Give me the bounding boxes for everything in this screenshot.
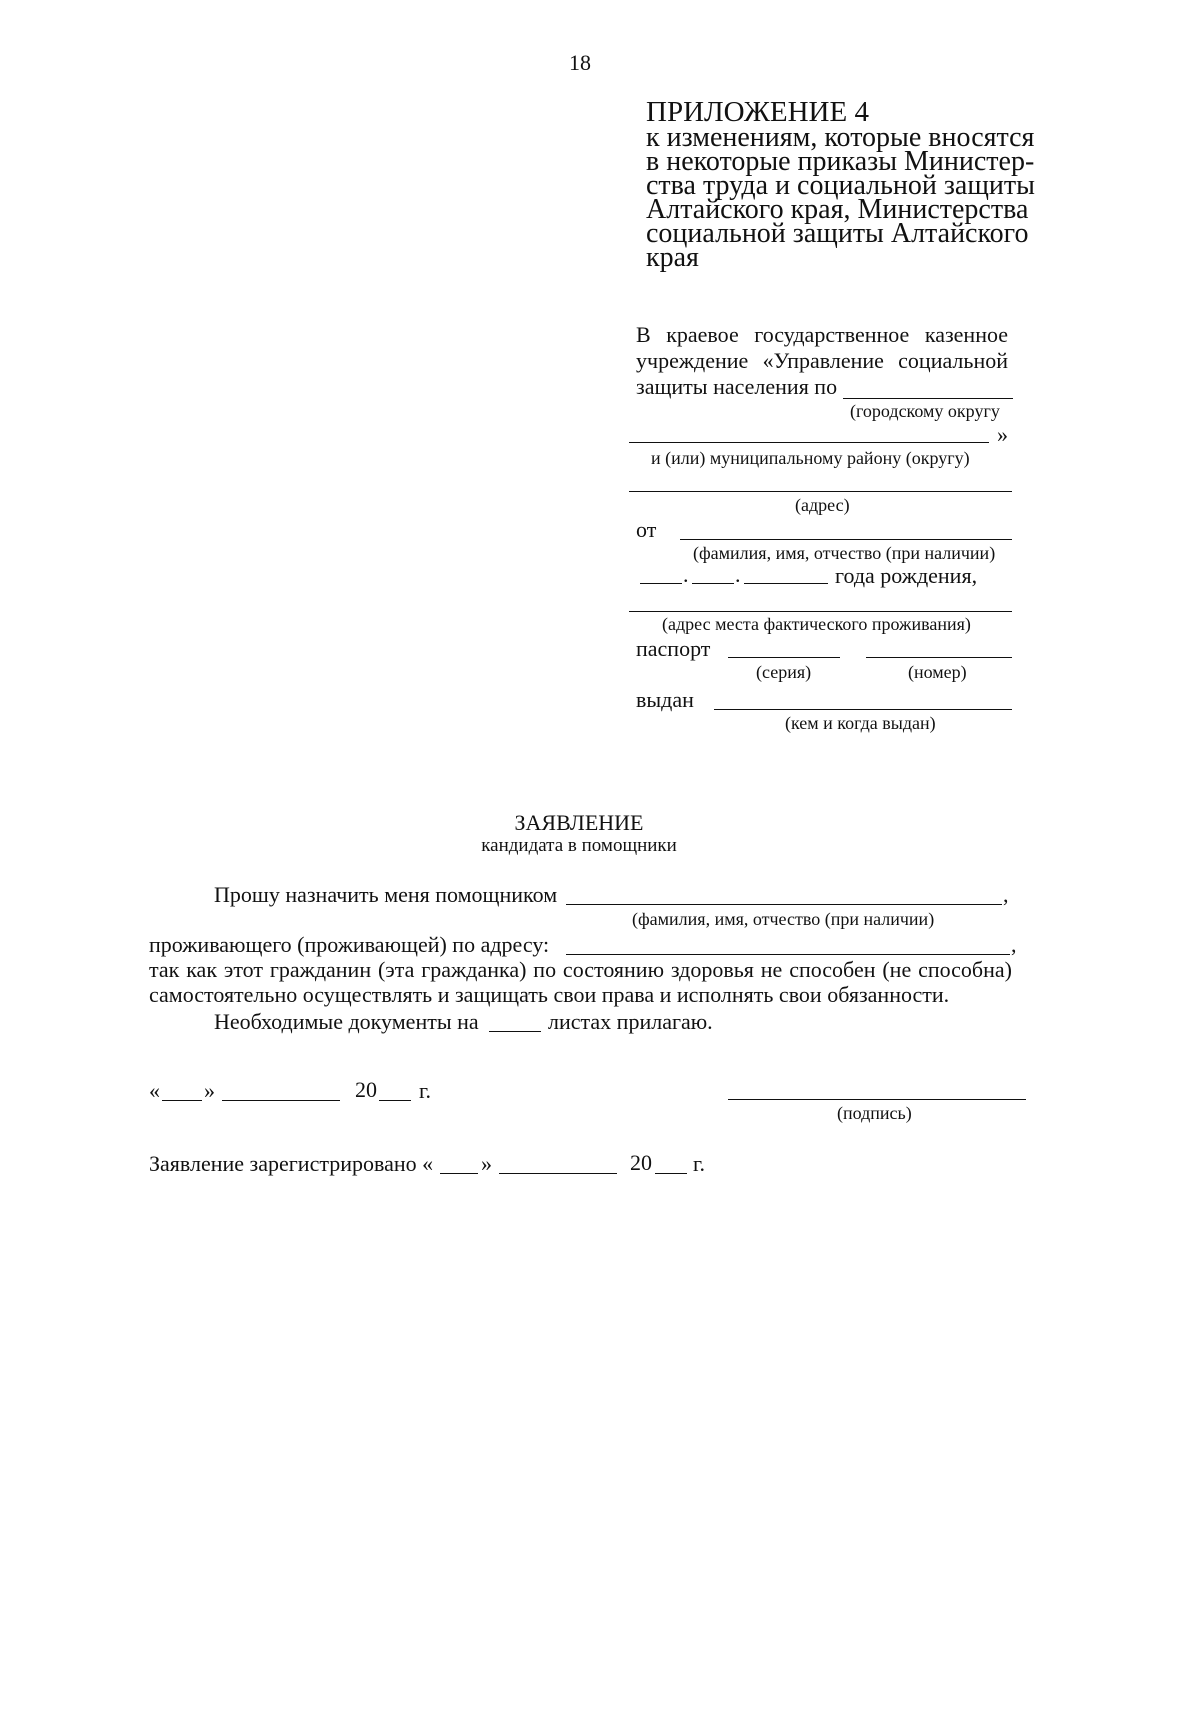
date-close-quote: »	[204, 1078, 215, 1103]
appendix-line-5: социальной защиты Алтайского	[646, 218, 1029, 249]
sheets-count-field[interactable]	[489, 1031, 541, 1032]
ward-address-field[interactable]	[566, 954, 1010, 955]
appendix-line-2: в некоторые приказы Министер-	[646, 146, 1035, 177]
address-field[interactable]	[629, 491, 1012, 492]
appendix-line-1: к изменениям, которые вносятся	[646, 122, 1035, 153]
registration-close-quote: »	[481, 1151, 492, 1176]
appendix-title: ПРИЛОЖЕНИЕ 4	[646, 96, 869, 128]
appendix-line-4: Алтайского края, Министерства	[646, 194, 1029, 225]
closing-quote: »	[997, 422, 1008, 447]
hint-address: (адрес)	[795, 495, 850, 515]
hint-fio: (фамилия, имя, отчество (при наличии)	[693, 543, 996, 563]
because-text: так как этот гражданин (эта гражданка) по состоянию здоровья не способен (не способна)	[149, 957, 1012, 982]
issued-label: выдан	[636, 687, 694, 712]
birth-year-field[interactable]	[744, 583, 828, 584]
addressee-line-3: защиты населения по	[636, 374, 838, 399]
statement-subtitle: кандидата в помощники	[481, 835, 677, 856]
appendix-line-6: края	[646, 242, 699, 273]
page-number: 18	[569, 50, 591, 75]
docs-text-1: Необходимые документы на	[214, 1009, 479, 1034]
hint-ward-fio: (фамилия, имя, отчество (при наличии)	[632, 909, 935, 929]
signature-field[interactable]	[728, 1099, 1026, 1100]
addressee-line-1: В краевое государственное казенное	[636, 322, 1008, 347]
birth-month-field[interactable]	[692, 583, 734, 584]
addressee-line-2: учреждение «Управление социальной	[636, 348, 1008, 373]
hint-residence: (адрес места фактического проживания)	[662, 614, 971, 634]
comma: ,	[1011, 932, 1017, 957]
date-year-suffix: г.	[419, 1078, 432, 1103]
statement-title: ЗАЯВЛЕНИЕ	[514, 810, 644, 835]
date-year-prefix: 20	[355, 1077, 377, 1102]
comma: ,	[1003, 882, 1009, 907]
residence-address-field[interactable]	[629, 611, 1012, 612]
request-text: Прошу назначить меня помощником	[214, 882, 558, 907]
date-day-field[interactable]	[162, 1100, 202, 1101]
registration-year-prefix: 20	[630, 1150, 652, 1175]
from-label: от	[636, 517, 657, 542]
registration-year-field[interactable]	[655, 1173, 687, 1174]
municipal-district-field[interactable]	[629, 442, 989, 443]
passport-label: паспорт	[636, 636, 711, 661]
residing-text: проживающего (проживающей) по адресу:	[149, 932, 550, 957]
docs-text-2: листах прилагаю.	[548, 1009, 713, 1034]
ward-fio-field[interactable]	[566, 904, 1002, 905]
date-year-field[interactable]	[379, 1100, 411, 1101]
independent-text: самостоятельно осуществлять и защищать свои права и исполнять свои обязанности.	[149, 982, 950, 1007]
hint-signature: (подпись)	[837, 1103, 912, 1123]
registration-month-field[interactable]	[499, 1173, 617, 1174]
hint-issued: (кем и когда выдан)	[785, 713, 936, 733]
hint-number: (номер)	[908, 662, 967, 682]
birth-label: года рождения,	[835, 563, 978, 588]
date-open-quote: «	[149, 1078, 160, 1103]
hint-municipal-district: и (или) муниципальному району (округу)	[651, 448, 970, 468]
registration-day-field[interactable]	[440, 1173, 478, 1174]
hint-city-district: (городскому округу	[850, 401, 1000, 421]
passport-number-field[interactable]	[866, 657, 1012, 658]
fio-field[interactable]	[680, 539, 1012, 540]
registration-text: Заявление зарегистрировано «	[149, 1151, 434, 1176]
city-district-field[interactable]	[843, 398, 1013, 399]
birth-date-separator: .	[683, 562, 689, 587]
appendix-line-3: ства труда и социальной защиты	[646, 170, 1035, 201]
hint-series: (серия)	[756, 662, 812, 682]
issued-by-field[interactable]	[714, 709, 1012, 710]
date-month-field[interactable]	[222, 1100, 340, 1101]
registration-year-suffix: г.	[693, 1151, 706, 1176]
birth-date-separator: .	[735, 562, 741, 587]
birth-day-field[interactable]	[640, 583, 682, 584]
passport-series-field[interactable]	[728, 657, 840, 658]
